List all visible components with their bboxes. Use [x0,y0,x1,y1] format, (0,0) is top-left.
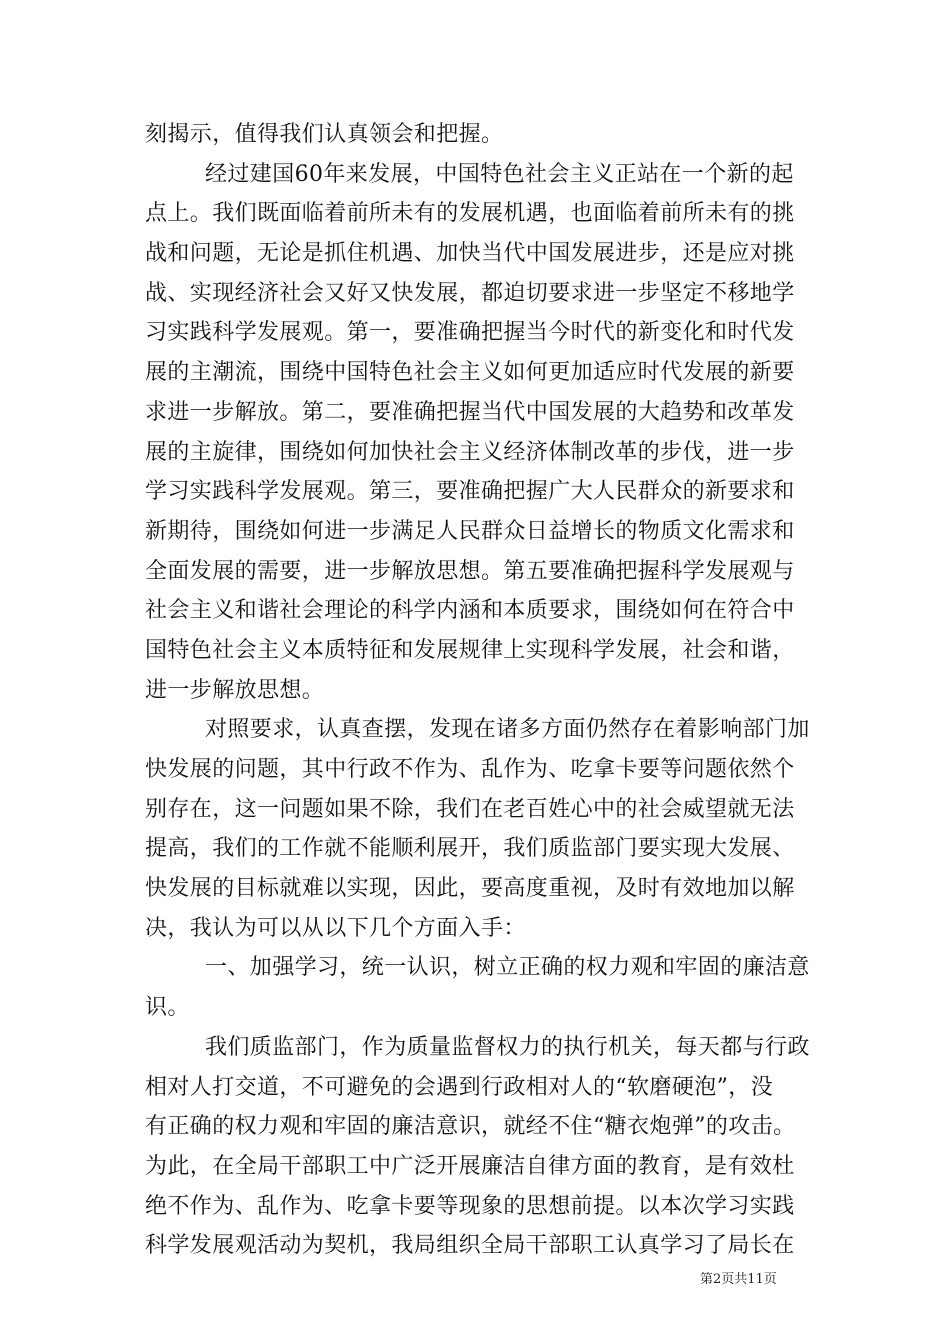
text-line: 科学发展观活动为契机，我局组织全局干部职工认真学习了局长在 [145,1233,795,1259]
text-line: 国特色社会主义本质特征和发展规律上实现科学发展，社会和谐， [145,637,795,663]
text-line: 战、实现经济社会又好又快发展，都迫切要求进一步坚定不移地学 [145,280,795,306]
paragraph [145,115,805,155]
paragraph [145,710,810,948]
text-line: 绝不作为、乱作为、吃拿卡要等现象的思想前提。以本次学习实践 [145,1193,795,1219]
paragraph [145,155,805,711]
text-line: 对照要求，认真查摆，发现在诸多方面仍然存在着影响部门加 [205,717,810,743]
text-line: 刻揭示，值得我们认真领会和把握。 [145,122,504,147]
text-line: 习实践科学发展观。第一，要准确把握当今时代的新变化和时代发 [145,320,795,346]
paragraph [145,1028,810,1266]
text-line: 我们质监部门，作为质量监督权力的执行机关，每天都与行政 [205,1034,810,1060]
text-line: 决，我认为可以从以下几个方面入手： [145,915,526,941]
text-line: 经过建国60年来发展，中国特色社会主义正站在一个新的起 [205,161,794,187]
text-line: 展的主潮流，围绕中国特色社会主义如何更加适应时代发展的新要 [145,360,795,386]
text-line: 一、加强学习，统一认识，树立正确的权力观和牢固的廉洁意 [205,955,810,981]
text-line: 全面发展的需要，进一步解放思想。第五要准确把握科学发展观与 [145,558,795,584]
text-line: 战和问题，无论是抓住机遇、加快当代中国发展进步，还是应对挑 [145,241,795,267]
text-line: 展的主旋律，围绕如何加快社会主义经济体制改革的步伐，进一步 [145,439,795,465]
page-number-footer: 第2页共11页 [700,1272,777,1287]
text-line: 求进一步解放。第二，要准确把握当代中国发展的大趋势和改革发 [145,399,795,425]
text-line: 进一步解放思想。 [145,677,325,703]
paragraph [145,948,810,1027]
text-line: 学习实践科学发展观。第三，要准确把握广大人民群众的新要求和 [145,479,795,505]
text-line: 相对人打交道，不可避免的会遇到行政相对人的“软磨硬泡”，没 [145,1074,774,1100]
text-line: 快发展的问题，其中行政不作为、乱作为、吃拿卡要等问题依然个 [145,757,795,782]
text-line: 别存在，这一问题如果不除，我们在老百姓心中的社会威望就无法 [145,796,795,822]
text-line: 社会主义和谐社会理论的科学内涵和本质要求，围绕如何在符合中 [145,598,795,624]
text-line: 识。 [145,995,190,1021]
text-line: 点上。我们既面临着前所未有的发展机遇，也面临着前所未有的挑 [145,201,795,227]
text-line: 为此，在全局干部职工中广泛开展廉洁自律方面的教育，是有效杜 [145,1153,795,1179]
text-line: 新期待，围绕如何进一步满足人民群众日益增长的物质文化需求和 [145,518,795,544]
text-line: 提高，我们的工作就不能顺利展开，我们质监部门要实现大发展、 [145,836,795,862]
document-body [145,115,810,1266]
text-line: 有正确的权力观和牢固的廉洁意识，就经不住“糖衣炮弹”的攻击。 [145,1114,796,1140]
text-line: 快发展的目标就难以实现，因此，要高度重视，及时有效地加以解 [145,876,795,902]
